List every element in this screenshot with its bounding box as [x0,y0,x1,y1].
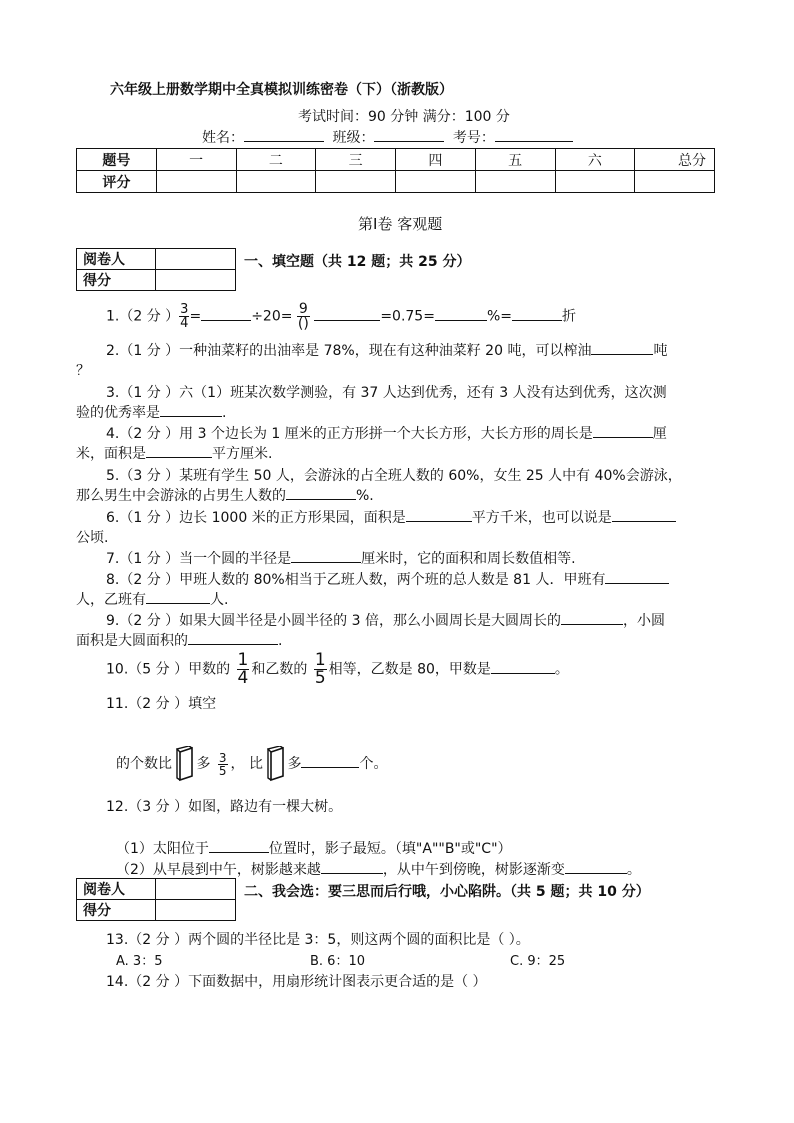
text: 平方千米，也可以说是 [471,510,612,526]
fraction-numerator: 3 [180,302,189,317]
text: ， 比 [230,756,263,772]
table-cell: 总分 [635,149,715,171]
question-1 [106,302,576,331]
number-blank [495,127,573,142]
fraction-denominator: 4 [237,668,249,688]
table-cell [156,171,236,193]
fraction-denominator: () [297,316,309,332]
text: 的个数比 [116,756,172,772]
answer-blank [314,306,380,321]
question-11-body [116,746,387,782]
table-cell: 评分 [77,171,157,193]
table-cell: 得分 [77,270,156,291]
question-10 [106,652,569,687]
class-blank [374,127,444,142]
text: 2.（1 分 ）一种油菜籽的出油率是 78%，现在有这种油菜籽 20 吨，可以榨油 [106,343,592,359]
table-cell: 二 [236,149,316,171]
page-title: 六年级上册数学期中全真模拟训练密卷（下）（浙教版） [110,82,453,98]
text: . [222,405,227,421]
question-12-part1 [116,838,512,858]
question-6-line2: 公顷. [76,530,109,546]
text: =0.75= [380,308,435,325]
answer-blank [201,306,251,321]
name-label: 姓名： [202,130,244,146]
text: 9.（2 分 ）如果大圆半径是小圆半径的 3 倍，那么小圆周长是大圆周长的 [106,613,561,629]
table-cell: 阅卷人 [77,249,156,270]
text: 平方厘米. [212,446,273,462]
score-table [76,148,715,193]
number-label: 考号： [452,130,495,146]
table-cell [236,171,316,193]
fraction-numerator: 1 [237,650,249,670]
text: = [189,308,202,325]
text: ，小圆 [622,613,665,629]
option-b[interactable]: B. 6：10 [310,954,365,969]
text: 10.（5 分 ）甲数的 [106,661,231,678]
text: 人. [210,592,229,608]
table-cell: 一 [156,149,236,171]
question-5-line2 [76,485,374,505]
answer-blank [286,485,356,500]
cuboid-icon [267,746,287,782]
question-14: 14.（2 分 ）下面数据中，用扇形统计图表示更合适的是（ ） [106,974,487,990]
section-2-title: 二、我会选：要三思而后行哦，小心陷阱。（共 5 题；共 10 分） [244,884,650,900]
text: 。 [554,661,569,678]
table-cell [156,270,236,291]
question-12: 12.（3 分 ）如图，路边有一棵大树。 [106,799,343,815]
answer-blank [591,340,653,355]
text: 4.（2 分 ）用 3 个边长为 1 厘米的正方形拼一个大长方形，大长方形的周长是 [106,426,593,442]
question-7 [106,548,576,568]
table-cell [555,171,635,193]
answer-blank [406,507,472,522]
grader-table-1 [76,248,236,291]
table-cell [156,879,236,900]
text: （2）从早晨到中午，树影越来越 [116,862,321,878]
class-label: 班级： [332,130,375,146]
answer-blank [593,423,653,438]
fraction-numerator: 3 [218,750,227,765]
answer-blank [301,753,359,768]
table-row [77,900,236,921]
fraction [297,302,310,331]
text: 位置时，影子最短。（填"A""B"或"C"） [268,841,512,857]
question-9-line2 [76,630,282,650]
text: ÷20= [251,308,293,325]
table-cell [156,249,236,270]
cuboid-icon [176,746,196,782]
text: 吨 [653,343,668,359]
text: 厘 [652,426,667,442]
text: 。 [626,862,641,878]
question-5: 5.（3 分 ）某班有学生 50 人，会游泳的占全班人数的 60%，女生 25 人中有 40%会游泳， [106,468,682,484]
question-2-line2: ？ [76,363,90,379]
table-cell: 四 [396,149,476,171]
answer-blank [565,859,627,874]
table-cell [635,171,715,193]
text: 6.（1 分 ）边长 1000 米的正方形果园，面积是 [106,510,406,526]
table-cell: 六 [555,149,635,171]
question-3: 3.（1 分 ）六（1）班某次数学测验，有 37 人达到优秀，还有 3 人没有达到优秀，这次测 [106,385,667,401]
student-info-row [202,127,573,147]
question-4-line2 [76,443,272,463]
question-11: 11.（2 分 ）填空 [106,696,217,712]
fraction [179,303,189,330]
text: %. [356,488,374,504]
fraction [237,652,250,687]
text: 多 [287,756,302,772]
table-cell [156,900,236,921]
text: ，从中午到傍晚，树影逐渐变 [382,862,565,878]
exam-info: 考试时间：90 分钟 满分：100 分 [298,109,510,125]
option-c[interactable]: C. 9：25 [510,954,566,969]
section-1-title: 一、填空题（共 12 题；共 25 分） [244,254,471,270]
table-cell: 阅卷人 [77,879,156,900]
question-8 [106,569,669,589]
grader-table-2 [76,878,236,921]
table-cell [316,171,396,193]
table-cell [396,171,476,193]
fraction-numerator: 1 [314,650,326,670]
table-row [77,171,715,193]
answer-blank [561,610,623,625]
text: 验的优秀率是 [76,405,160,421]
fraction-numerator: 9 [297,302,310,317]
option-a[interactable]: A. 3：5 [116,954,163,969]
answer-blank [435,306,487,321]
answer-blank [146,443,212,458]
table-cell: 五 [475,149,555,171]
text: . [278,633,283,649]
table-row [77,249,236,270]
text: 7.（1 分 ）当一个圆的半径是 [106,551,292,567]
answer-blank [188,630,278,645]
fraction-denominator: 4 [180,316,189,331]
question-6 [106,507,676,527]
volume-title: 第Ⅰ卷 客观题 [358,215,443,233]
table-cell: 三 [316,149,396,171]
fraction-denominator: 5 [314,668,326,688]
answer-blank [491,659,555,674]
fraction [218,752,228,777]
question-12-part2 [116,859,641,879]
answer-blank [612,507,676,522]
text: 那么男生中会游泳的占男生人数的 [76,488,286,504]
text: 面积是大圆面积的 [76,633,188,649]
text: 8.（2 分 ）甲班人数的 80%相当于乙班人数，两个班的总人数是 81 人．甲班有 [106,572,606,588]
question-3-line2 [76,402,226,422]
table-cell: 题号 [77,149,157,171]
text: 厘米时，它的面积和周长数值相等. [361,551,576,567]
text: （1）太阳位于 [116,841,209,857]
text: %= [486,308,512,325]
question-13: 13.（2 分 ）两个圆的半径比是 3：5，则这两个圆的面积比是（ ）。 [106,932,530,948]
name-blank [244,127,324,142]
table-cell [475,171,555,193]
question-number: 1.（2 分 ） [106,308,180,325]
question-2 [106,340,667,360]
table-row [77,270,236,291]
question-8-line2 [76,589,228,609]
question-9 [106,610,665,630]
text: 相等，乙数是 80，甲数是 [328,661,491,678]
table-cell: 得分 [77,900,156,921]
answer-blank [321,859,383,874]
text: 个。 [359,756,388,772]
text: 和乙数的 [251,661,308,678]
text: 折 [562,308,576,325]
text: 人，乙班有 [76,592,146,608]
answer-blank [209,838,269,853]
fraction-denominator: 5 [218,763,227,778]
table-row [77,879,236,900]
answer-blank [512,306,562,321]
answer-blank [146,589,210,604]
fraction [314,652,327,687]
question-4 [106,423,667,443]
answer-blank [605,569,669,584]
answer-blank [291,548,361,563]
text: 米，面积是 [76,446,146,462]
table-row [77,149,715,171]
answer-blank [160,402,222,417]
text: 多 [196,756,211,772]
